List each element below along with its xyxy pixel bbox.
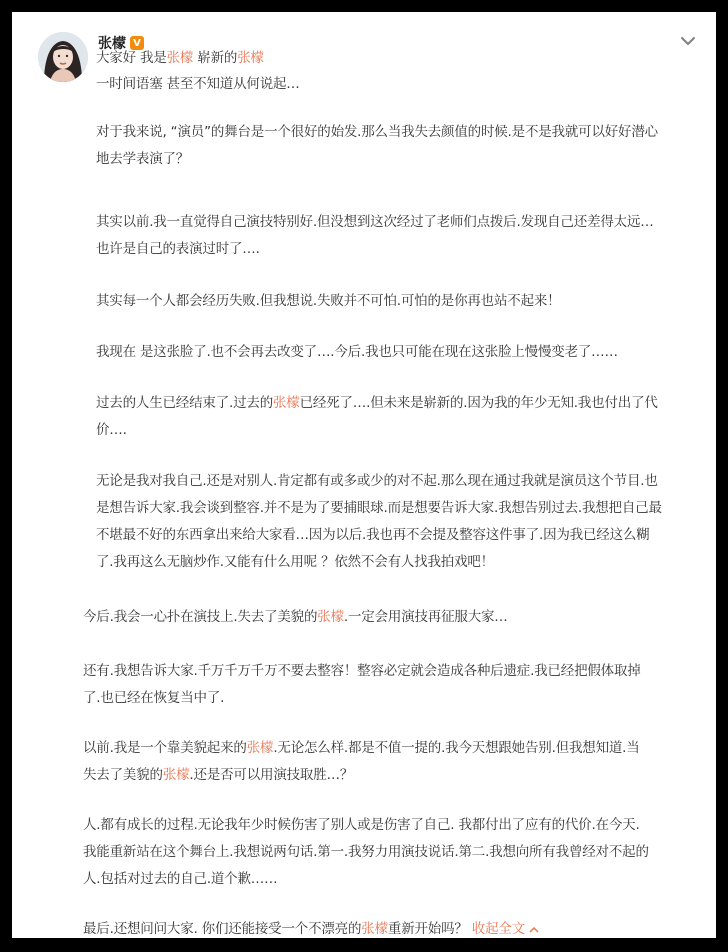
chevron-down-icon[interactable] bbox=[680, 35, 696, 47]
post-paragraph-0: 大家好 我是张檬 崭新的张檬 bbox=[96, 50, 264, 66]
post-paragraph-5: 我现在 是这张脸了.也不会再去改变了….今后.我也只可能在现在这张脸上慢慢变老了…… bbox=[96, 344, 618, 360]
post-paragraph-7: 无论是我对我自己.还是对别人.肯定都有或多或少的对不起.那么现在通过我就是演员这个节目.也 是想告诉大家.我会谈到整容.并不是为了要捕眼球.而是想要告诉大家.我想告别过去.我想把自己最 不堪最不好的东西拿出来给大家看…因为以后.我也再不会提及整容这件事了.因为我已经这么糊 了.我再这么无脑炒作.又能有什么用呢 ？依然不会有人找我拍戏吧！ bbox=[96, 473, 662, 570]
chevron-up-icon bbox=[528, 925, 540, 934]
post-paragraph-12: 最后.还想问问大家. 你们还能接受一个不漂亮的张檬重新开始吗？ 收起全文 bbox=[83, 916, 540, 943]
mention-name[interactable]: 张檬 bbox=[166, 50, 194, 66]
post-paragraph-11: 人.都有成长的过程.无论我年少时候伤害了别人或是伤害了自己. 我都付出了应有的代价.在今天. 我能重新站在这个舞台上.我想说两句话.第一.我努力用演技说话.第二.我想向所有我曾经对不起的 人.包括对过去的自己.道个歉…… bbox=[83, 817, 649, 887]
mention-name[interactable]: 张檬 bbox=[162, 767, 190, 783]
verified-badge-icon: V bbox=[130, 36, 144, 50]
post-paragraph-10: 以前.我是一个靠美貌起来的张檬.无论怎么样.都是不值一提的.我今天想跟她告别.但我想知道.当 失去了美貌的张檬.还是否可以用演技取胜…？ bbox=[83, 740, 640, 783]
post-paragraph-4: 其实每一个人都会经历失败.但我想说.失败并不可怕.可怕的是你再也站不起来！ bbox=[96, 293, 561, 309]
post-paragraph-2: 对于我来说, “演员”的舞台是一个很好的始发.那么当我失去颜值的时候.是不是我就可以好好潜心 地去学表演了？ bbox=[96, 124, 658, 167]
weibo-post-card bbox=[10, 10, 718, 940]
post-paragraph-8: 今后.我会一心扑在演技上.失去了美貌的张檬.一定会用演技再征服大家… bbox=[83, 609, 508, 625]
mention-name[interactable]: 张檬 bbox=[317, 609, 344, 625]
post-paragraph-3: 其实以前.我一直觉得自己演技特别好.但没想到这次经过了老师们点拨后.发现自己还差得太远… 也许是自己的表演过时了…. bbox=[96, 214, 654, 257]
post-paragraph-6: 过去的人生已经结束了.过去的张檬已经死了….但未来是崭新的.因为我的年少无知.我也付出了代 价…. bbox=[96, 395, 658, 438]
avatar[interactable] bbox=[38, 32, 88, 82]
collapse-full-text-link[interactable]: 收起全文 bbox=[472, 921, 540, 937]
post-paragraph-9: 还有.我想告诉大家.千万千万千万不要去整容！整容必定就会造成各种后遗症.我已经把假体取掉 了.也已经在恢复当中了. bbox=[83, 663, 641, 706]
avatar-image bbox=[38, 32, 88, 82]
mention-name[interactable]: 张檬 bbox=[273, 395, 300, 411]
user-name[interactable]: 张檬 bbox=[98, 36, 126, 52]
post-paragraph-1: 一时间语塞 甚至不知道从何说起… bbox=[96, 76, 300, 92]
mention-name[interactable]: 张檬 bbox=[361, 921, 388, 937]
mention-name[interactable]: 张檬 bbox=[246, 740, 274, 756]
mention-name[interactable]: 张檬 bbox=[237, 50, 264, 66]
